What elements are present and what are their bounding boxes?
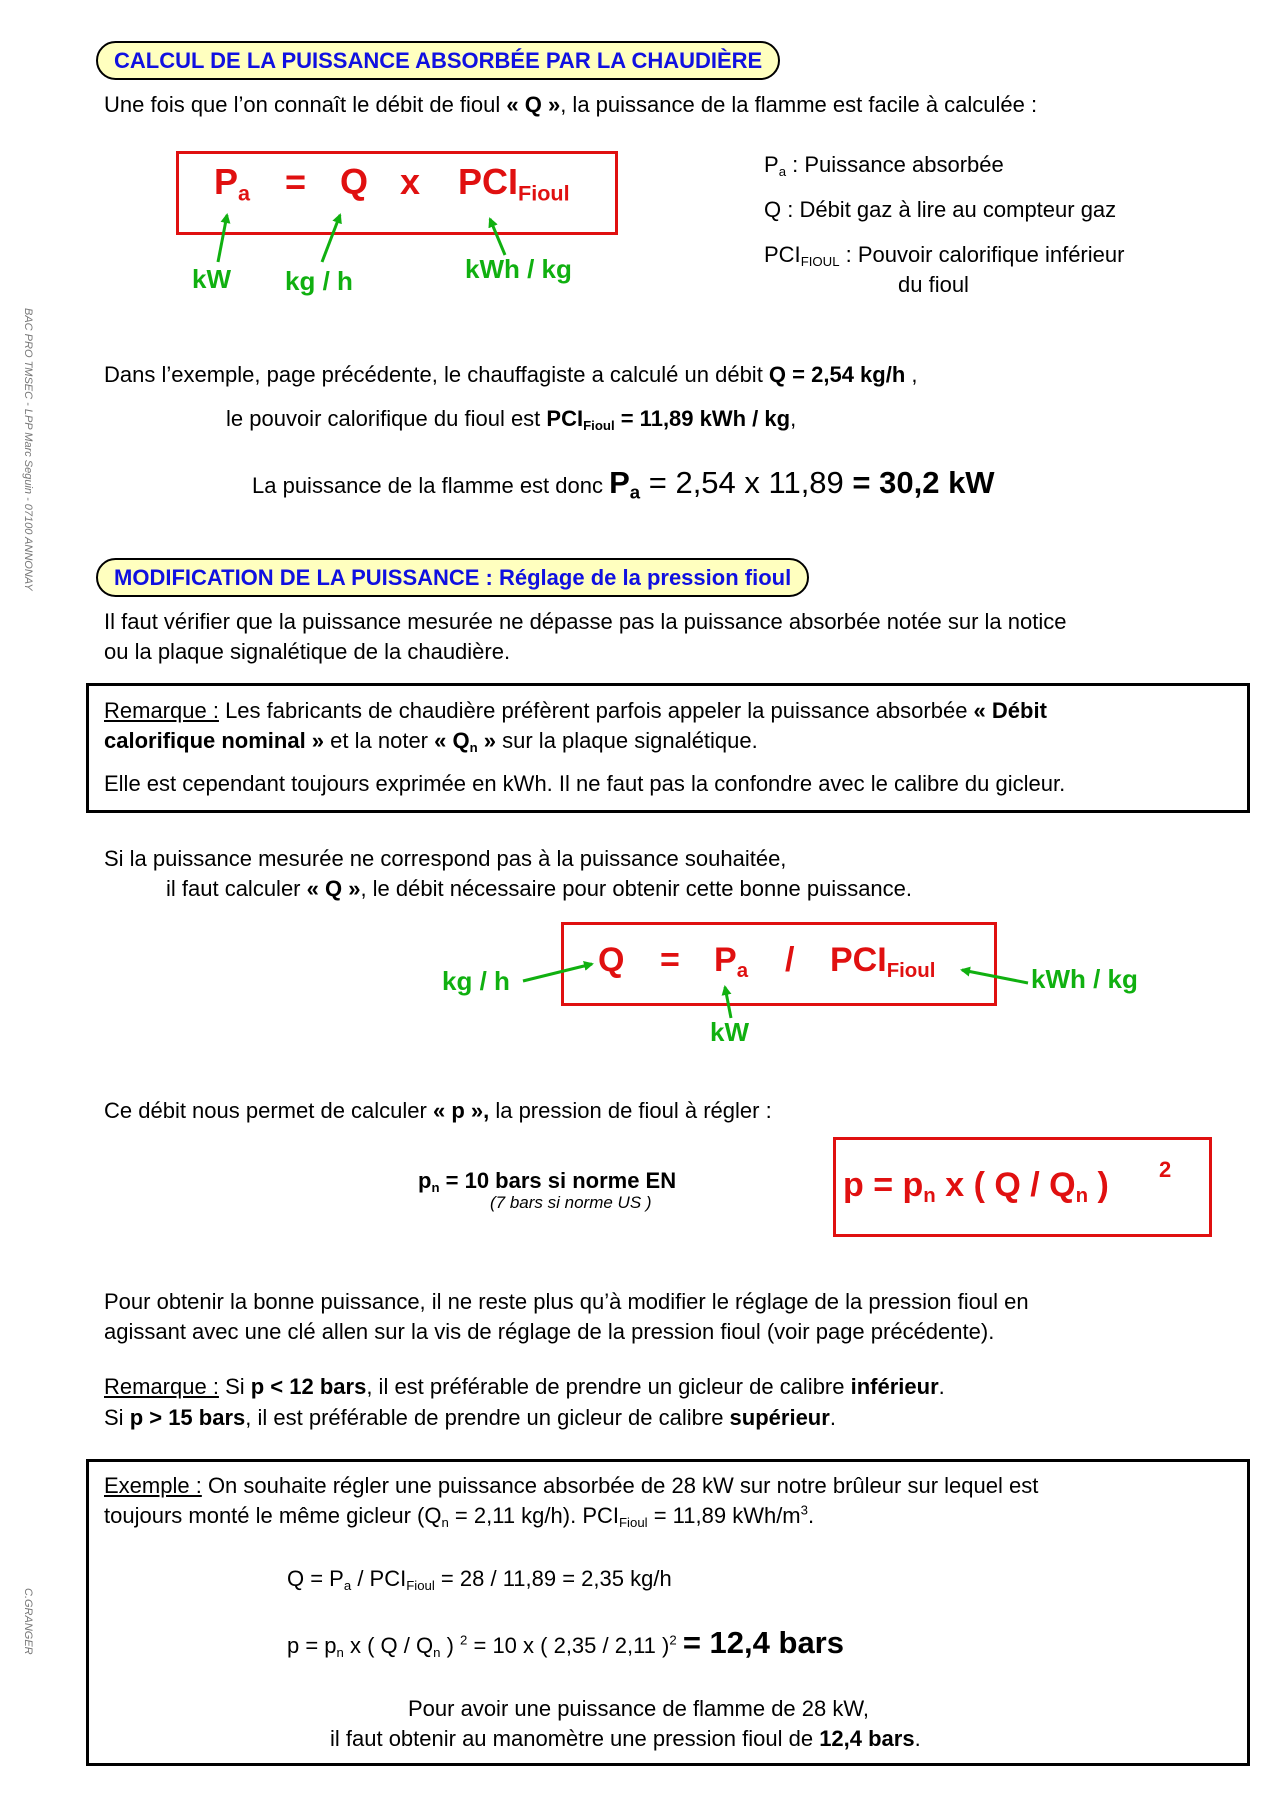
remark2-line2: Si p > 15 bars, il est préférable de prendre un gicleur de calibre supérieur. — [104, 1405, 836, 1430]
unit2-kwhkg: kWh / kg — [1031, 964, 1138, 994]
example1-line2: le pouvoir calorifique du fioul est $PCI_{Fioul} = 11,89$ kWh / kg, — [226, 406, 797, 433]
section2-para4-l1: Pour obtenir la bonne puissance, il ne reste plus qu’à modifier le réglage de la pression fioul en — [104, 1289, 1029, 1314]
pn-definition: $p_n = 10$ bars si norme EN — [418, 1168, 677, 1195]
remark-line3: Elle est cependant toujours exprimée en kWh. Il ne faut pas la confondre avec le calibre du gicleur. — [104, 771, 1066, 796]
legend-pa: $P_a$ : Puissance absorbée — [764, 152, 1004, 179]
unit-kgh: kg / h — [285, 266, 353, 296]
section2-para2-l2: il faut calculer « Q », le débit nécessaire pour obtenir cette bonne puissance. — [166, 876, 913, 901]
arrow2-kwhkg — [962, 970, 1028, 983]
arrow2-kw — [725, 987, 731, 1018]
unit2-kw: kW — [710, 1017, 749, 1047]
formula1-pa: $P_a$ — [214, 161, 251, 206]
formula1-pci: $PCI_{Fioul}$ — [458, 161, 570, 206]
section2-para3: Ce débit nous permet de calculer « p », la pression de fioul à régler : — [104, 1098, 772, 1123]
formula2-div: / — [785, 941, 795, 979]
example2-calc1: $Q = P_a / PCI_{Fioul} = 28 / 11,89 = 2,35$ kg/h — [287, 1566, 672, 1593]
example1-line1: Dans l’exemple, page précédente, le chauffagiste a calculé un débit Q = 2,54 kg/h , — [104, 362, 918, 387]
arrow2-kgh — [523, 964, 592, 981]
pn-note: (7 bars si norme US ) — [490, 1193, 652, 1212]
legend-pci: $PCI_{FIOUL}$ : Pouvoir calorifique inférieur — [764, 242, 1125, 269]
example2-concl2: il faut obtenir au manomètre une pression fioul de 12,4 bars. — [330, 1726, 921, 1751]
remark-line1: Remarque : Les fabricants de chaudière préfèrent parfois appeler la puissance absorbée « Débit — [104, 698, 1047, 723]
section2-para1-l1: Il faut vérifier que la puissance mesurée ne dépasse pas la puissance absorbée notée sur la notice — [104, 609, 1067, 634]
example2-calc2: $p = p_n$ x ( Q / $Q_n$ ) $^2$ = 10 x ( 2,35 / 2,11 )$^2$ = 12,4 bars — [287, 1625, 844, 1660]
formula3: $p = p_n$ x ( Q / $Q_n$ ) — [843, 1166, 1109, 1208]
formula2-pci: $PCI_{Fioul}$ — [830, 941, 936, 983]
unit-kwhkg: kWh / kg — [465, 254, 572, 284]
section2-para1-l2: ou la plaque signalétique de la chaudière. — [104, 639, 511, 664]
unit2-kgh: kg / h — [442, 966, 510, 996]
section1-title: CALCUL DE LA PUISSANCE ABSORBÉE PAR LA CHAUDIÈRE — [96, 41, 780, 80]
formula1-q: Q — [340, 161, 369, 202]
section2-para2-l1: Si la puissance mesurée ne correspond pas à la puissance souhaitée, — [104, 846, 787, 871]
formula2-pa: $P_a$ — [714, 941, 749, 983]
example2-line2: toujours monté le même gicleur ($Q_n = 2,11$ kg/h). $PCI_{Fioul} = 11,89$ kWh/$m^3$. — [104, 1502, 815, 1530]
legend-pci-2: du fioul — [898, 272, 969, 297]
margin-note-school: BAC PRO TMSEC - LPP Marc Seguin - 07100 ANNONAY — [22, 308, 34, 591]
formula2-eq: = — [660, 941, 680, 979]
formula1-eq: = — [285, 161, 307, 202]
legend-q: Q : Débit gaz à lire au compteur gaz — [764, 197, 1117, 222]
formula2-q: Q — [598, 941, 625, 979]
section2-para4-l2: agissant avec une clé allen sur la vis de réglage de la pression fioul (voir page précédente). — [104, 1319, 995, 1344]
formula1-x: x — [400, 161, 421, 202]
margin-note-author: C.GRANGER — [22, 1588, 34, 1655]
unit-kw: kW — [192, 264, 231, 294]
remark-line2: calorifique nominal » et la noter « $Q_n$ » sur la plaque signalétique. — [104, 728, 758, 755]
formula3-exponent: 2 — [1159, 1157, 1172, 1182]
example1-result: La puissance de la flamme est donc $P_a = 2,54$ x 11,89 = 30,2 kW — [252, 465, 995, 503]
section1-intro: Une fois que l’on connaît le débit de fioul « Q », la puissance de la flamme est facile à calculée : — [104, 92, 1038, 117]
remark2-line1: Remarque : Si p < 12 bars, il est préférable de prendre un gicleur de calibre inférieur. — [104, 1374, 945, 1399]
example2-concl1: Pour avoir une puissance de flamme de 28 kW, — [408, 1696, 870, 1721]
section2-title: MODIFICATION DE LA PUISSANCE : Réglage de la pression fioul — [96, 558, 809, 597]
example2-line1: Exemple : On souhaite régler une puissance absorbée de 28 kW sur notre brûleur sur lequel est — [104, 1473, 1039, 1498]
